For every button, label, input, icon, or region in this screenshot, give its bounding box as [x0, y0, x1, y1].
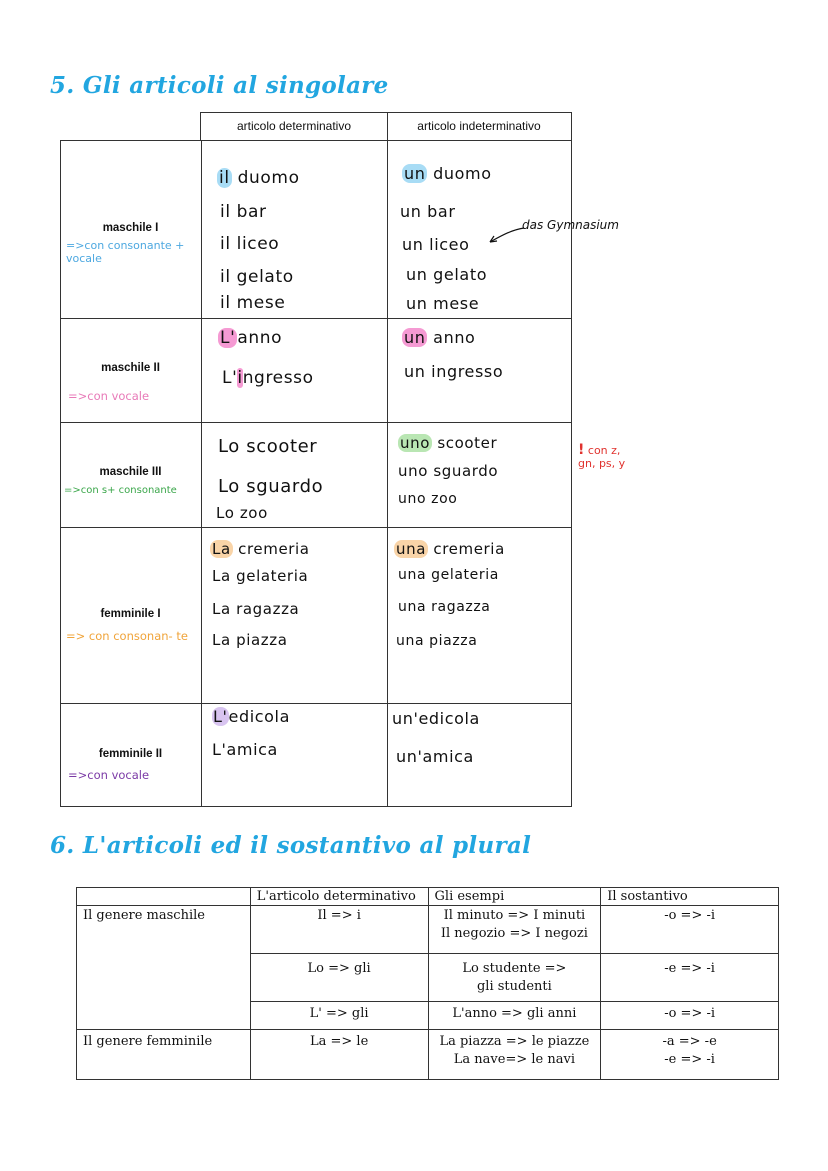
table-row [77, 1030, 779, 1080]
det-example: il duomo [219, 168, 300, 188]
det-example: Lo scooter [218, 436, 318, 457]
det-example: il mese [220, 293, 286, 313]
sostantivo-cell: -o => -i [601, 1002, 779, 1030]
det-example: L'ingresso [222, 368, 314, 388]
arrow-icon [486, 222, 526, 246]
indet-example: un'edicola [392, 709, 480, 728]
section-6-title: 6. L'articoli ed il sostantivo al plural [50, 832, 532, 859]
group-note: =>con s+ consonante [64, 485, 177, 496]
group-note: =>con vocale [68, 389, 150, 403]
genere-cell: Il genere femminile [77, 1030, 251, 1080]
group-name: maschile III [99, 466, 162, 478]
det-example: Lo zoo [216, 504, 268, 522]
esempi-cell: La piazza => le piazze La nave=> le navi [428, 1030, 601, 1080]
det-example: L'amica [212, 740, 278, 759]
indet-example: una ragazza [398, 599, 491, 615]
group-name: femminile I [100, 608, 161, 620]
indet-example: una gelateria [398, 567, 499, 583]
group-note: =>con consonante + vocale [66, 239, 185, 265]
side-note-red: ! con z, gn, ps, y [578, 442, 626, 470]
plural-table [76, 887, 779, 1080]
header-cell: Il sostantivo [601, 888, 779, 906]
det-example: il gelato [220, 267, 294, 287]
indet-example: un liceo [402, 235, 470, 254]
header-indet: articolo indeterminativo [417, 119, 541, 133]
group-note: => con consonan- te [66, 629, 188, 643]
warning-icon: ! [578, 442, 585, 458]
side-note-gymnasium: das Gymnasium [522, 218, 619, 232]
articolo-cell: Il => i [250, 906, 428, 954]
det-example: L'edicola [213, 707, 290, 726]
group-maschile-2-label [60, 362, 201, 407]
header-cell [77, 888, 251, 906]
indet-example: uno zoo [398, 491, 458, 507]
esempi-cell: L'anno => gli anni [428, 1002, 601, 1030]
header-det: articolo determinativo [201, 113, 388, 140]
group-maschile-3-label [60, 466, 201, 511]
table-header-row [77, 888, 779, 906]
group-note: =>con vocale [68, 768, 150, 782]
table1-header [200, 112, 572, 141]
indet-example: una cremeria [396, 540, 505, 558]
det-example: il bar [220, 202, 267, 222]
esempi-cell: Il minuto => I minuti Il negozio => I negozi [428, 906, 601, 954]
section-5-title: 5. Gli articoli al singolare [50, 72, 389, 99]
indet-example: un ingresso [404, 362, 504, 381]
articolo-cell: Lo => gli [250, 954, 428, 1002]
det-example: La cremeria [212, 540, 310, 558]
group-maschile-1-label [60, 222, 201, 272]
indet-example: un mese [406, 294, 480, 313]
sostantivo-cell: -o => -i [601, 906, 779, 954]
indet-example: una piazza [396, 633, 478, 649]
group-name: maschile I [102, 222, 159, 234]
indet-example: uno sguardo [398, 462, 499, 480]
indet-example: un gelato [406, 265, 488, 284]
det-example: Lo sguardo [218, 476, 324, 497]
det-example: La ragazza [212, 600, 300, 618]
header-cell: L'articolo determinativo [250, 888, 428, 906]
articolo-cell: L' => gli [250, 1002, 428, 1030]
group-femminile-1-label [60, 608, 201, 668]
group-name: maschile II [101, 362, 160, 374]
sostantivo-cell: -a => -e -e => -i [601, 1030, 779, 1080]
indet-example: un duomo [404, 164, 492, 183]
articolo-cell: La => le [250, 1030, 428, 1080]
indet-example: un bar [400, 202, 456, 221]
group-femminile-2-label [60, 748, 201, 788]
indet-example: un anno [404, 328, 476, 347]
det-example: il liceo [220, 234, 280, 254]
det-example: L' anno [220, 328, 283, 348]
genere-cell: Il genere maschile [77, 906, 251, 1030]
indet-example: un'amica [396, 747, 474, 766]
esempi-cell: Lo studente => gli studenti [428, 954, 601, 1002]
indet-example: uno scooter [400, 434, 498, 452]
header-cell: Gli esempi [428, 888, 601, 906]
table-row [77, 906, 779, 954]
sostantivo-cell: -e => -i [601, 954, 779, 1002]
det-example: La gelateria [212, 567, 309, 585]
det-example: La piazza [212, 631, 288, 649]
group-name: femminile II [98, 748, 163, 760]
